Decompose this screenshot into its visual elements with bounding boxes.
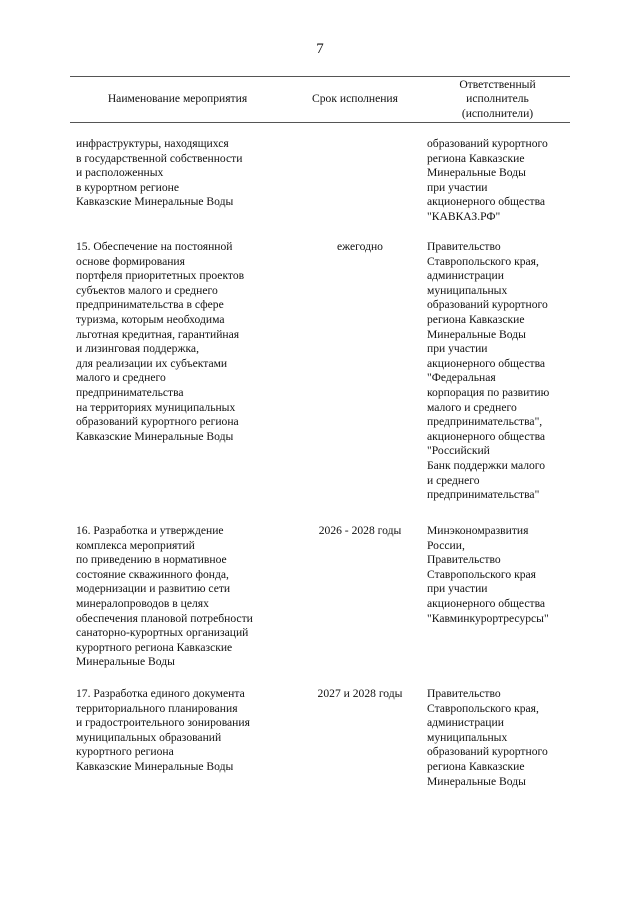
row-responsible: Правительство Ставропольского края, администрации муниципальных образований курортного региона Кавказские Минеральные Воды при участии акционерного общества "Федеральная корпорация по развитию малого и среднего предпринимательства", акционерного общества "Российский Банк поддержки малого и среднего предпринимательства": [427, 240, 550, 502]
page-number: 7: [316, 41, 324, 57]
table-header-rule: [70, 122, 570, 123]
table-header: [70, 77, 570, 122]
row-name: инфраструктуры, находящихся в государственной собственности и расположенных в курортном регионе Кавказские Минеральные Воды: [76, 137, 243, 209]
row-responsible: образований курортного региона Кавказские Минеральные Воды при участии акционерного общества "КАВКАЗ.РФ": [427, 137, 548, 223]
header-term: Срок исполнения: [312, 92, 398, 106]
row-term: 2027 и 2028 годы: [317, 687, 403, 700]
row-responsible: Правительство Ставропольского края, администрации муниципальных образований курортного региона Кавказские Минеральные Воды: [427, 687, 548, 788]
row-name: 17. Разработка единого документа территориального планирования и градостроительного зонирования муниципальных образований курортного региона Кавказские Минеральные Воды: [76, 687, 250, 773]
row-term: 2026 - 2028 годы: [318, 524, 402, 537]
row-name: 15. Обеспечение на постоянной основе формирования портфеля приоритетных проектов субъектов малого и среднего предпринимательства в сфере туризма, которым необходима льготная кредитная, гарантийная и лизинговая поддержка, для реализации их субъектами малого и среднего предпринимательства на территориях муниципальных образований курортного региона Кавказские Минеральные Воды: [76, 240, 245, 443]
header-name: Наименование мероприятия: [107, 92, 248, 106]
header-responsible: Ответственный исполнитель (исполнители): [459, 77, 536, 120]
row-term: ежегодно: [337, 240, 383, 253]
row-name: 16. Разработка и утверждение комплекса мероприятий по приведению в нормативное состояние скважинного фонда, модернизации и развитию сети минералопроводов в целях обеспечения плановой потребности санаторно-курортных организаций курортного региона Кавказские Минеральные Воды: [76, 524, 253, 669]
row-responsible: Минэкономразвития России, Правительство Ставропольского края при участии акционерного общества "Кавминкурортресурсы": [427, 524, 549, 625]
